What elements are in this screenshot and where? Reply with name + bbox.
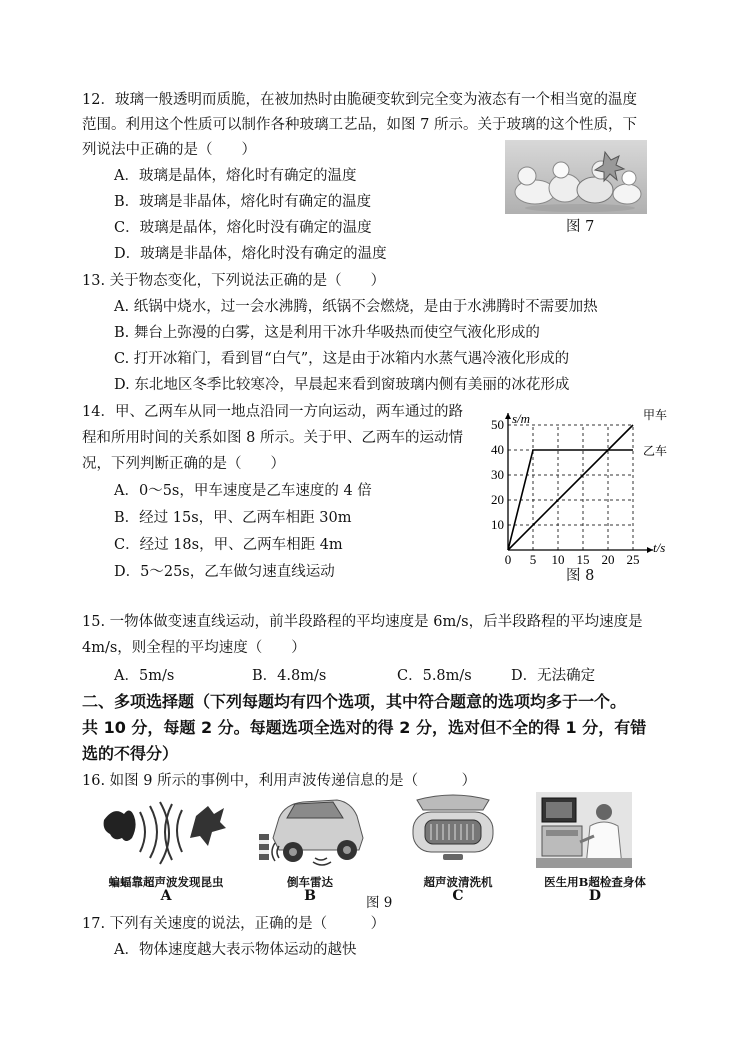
figure-9-caption: 图 9	[366, 895, 393, 911]
q13-stem: 13. 关于物态变化，下列说法正确的是（ ）	[82, 273, 386, 289]
q16-caption-b: 倒车雷达	[287, 875, 333, 889]
x-tick-label: 5	[529, 552, 537, 567]
q16-letter-c: C	[452, 888, 464, 904]
q12-stem-line3: 列说法中正确的是（ ）	[82, 142, 256, 158]
glass-crafts-photo	[505, 140, 647, 214]
q16-stem: 16. 如图 9 所示的事例中，利用声波传递信息的是（ ）	[82, 773, 477, 789]
q16-caption-a: 蝙蝠靠超声波发现昆虫	[108, 875, 224, 889]
figure-7-caption: 图 7	[566, 219, 595, 235]
figure-8-caption: 图 8	[566, 568, 595, 584]
b-ultrasound-doctor-image	[536, 792, 632, 868]
bat-insect-image	[100, 800, 230, 868]
q14-stem-line2: 程和所用时间的关系如图 8 所示。关于甲、乙两车的运动情	[82, 430, 463, 446]
q17-stem: 17. 下列有关速度的说法，正确的是（ ）	[82, 916, 386, 932]
q15-option-b: B．4.8m/s	[252, 668, 327, 684]
y-tick-label: 40	[491, 442, 504, 457]
section2-heading-line1: 二、多项选择题（下列每题均有四个选项，其中符合题意的选项均多于一个。	[82, 692, 627, 711]
q16-caption-c: 超声波清洗机	[423, 875, 493, 889]
q15-stem-line2: 4m/s，则全程的平均速度（ ）	[82, 640, 306, 656]
series	[508, 408, 667, 550]
y-tick-label: 10	[491, 517, 504, 532]
q13-option-d: D. 东北地区冬季比较寒冷，早晨起来看到窗玻璃内侧有美丽的冰花形成	[114, 377, 570, 393]
q13-option-c: C. 打开冰箱门，看到冒“白气”，这是由于冰箱内水蒸气遇冷液化形成的	[114, 351, 570, 367]
x-tick-label: 15	[576, 552, 590, 567]
q12-option-d: D．玻璃是非晶体，熔化时没有确定的温度	[114, 246, 387, 262]
section2-heading-line2: 共 10 分，每题 2 分。每题选项全选对的得 2 分，选对但不全的得 1 分，有错	[82, 718, 647, 737]
q13-option-a: A. 纸锅中烧水，过一会水沸腾，纸锅不会燃烧，是由于水沸腾时不需要加热	[114, 299, 598, 315]
q12-option-c: C．玻璃是晶体，熔化时没有确定的温度	[114, 220, 372, 236]
x-tick-label: 0	[504, 552, 512, 567]
y-tick-label: 20	[491, 492, 504, 507]
q15-stem-line1: 15. 一物体做变速直线运动，前半段路程的平均速度是 6m/s，后半段路程的平均速度是	[82, 614, 643, 630]
x-axis-label: t/s	[653, 540, 666, 555]
series-label: 乙车	[643, 444, 668, 458]
q14-option-d: D．5～25s，乙车做匀速直线运动	[114, 564, 335, 580]
q14-option-b: B．经过 15s，甲、乙两车相距 30m	[114, 510, 352, 526]
y-axis-arrow	[505, 413, 511, 419]
section2-heading-line3: 选的不得分）	[82, 744, 179, 763]
q16-letter-b: B	[304, 888, 316, 904]
x-tick-label: 10	[551, 552, 565, 567]
q16-caption-d: 医生用B超检查身体	[544, 875, 646, 889]
reversing-radar-car-image	[255, 788, 365, 868]
y-tick-label: 50	[491, 417, 504, 432]
q14-stem-line3: 况，下列判断正确的是（ ）	[82, 456, 285, 472]
y-tick-label: 30	[491, 467, 504, 482]
x-tick-label: 20	[601, 552, 615, 567]
q15-option-c: C．5.8m/s	[397, 668, 472, 684]
q16-letter-d: D	[588, 888, 602, 904]
ultrasonic-cleaner-image	[403, 790, 503, 868]
ticks	[491, 411, 668, 567]
q16-letter-a: A	[160, 888, 172, 904]
st-graph	[478, 405, 678, 570]
q14-stem-line1: 14．甲、乙两车从同一地点沿同一方向运动，两车通过的路	[82, 404, 463, 420]
q15-option-a: A．5m/s	[114, 668, 175, 684]
q12-option-a: A．玻璃是晶体，熔化时有确定的温度	[114, 168, 357, 184]
series-label: 甲车	[643, 408, 668, 422]
q13-option-b: B. 舞台上弥漫的白雾，这是利用干冰升华吸热而使空气液化形成的	[114, 325, 540, 341]
q17-option-a: A．物体速度越大表示物体运动的越快	[114, 942, 357, 958]
q12-option-b: B．玻璃是非晶体，熔化时有确定的温度	[114, 194, 372, 210]
q15-option-d: D．无法确定	[511, 668, 596, 684]
x-tick-label: 25	[626, 552, 640, 567]
axes	[505, 413, 653, 553]
y-axis-label: s/m	[512, 411, 531, 426]
q14-option-a: A．0～5s，甲车速度是乙车速度的 4 倍	[114, 483, 372, 499]
q12-stem-line2: 范围。利用这个性质可以制作各种玻璃工艺品，如图 7 所示。关于玻璃的这个性质，下	[82, 117, 637, 133]
q14-option-c: C．经过 18s，甲、乙两车相距 4m	[114, 537, 343, 553]
series-line-0	[508, 425, 633, 550]
q12-stem-line1: 12．玻璃一般透明而质脆，在被加热时由脆硬变软到完全变为液态有一个相当宽的温度	[82, 92, 637, 108]
